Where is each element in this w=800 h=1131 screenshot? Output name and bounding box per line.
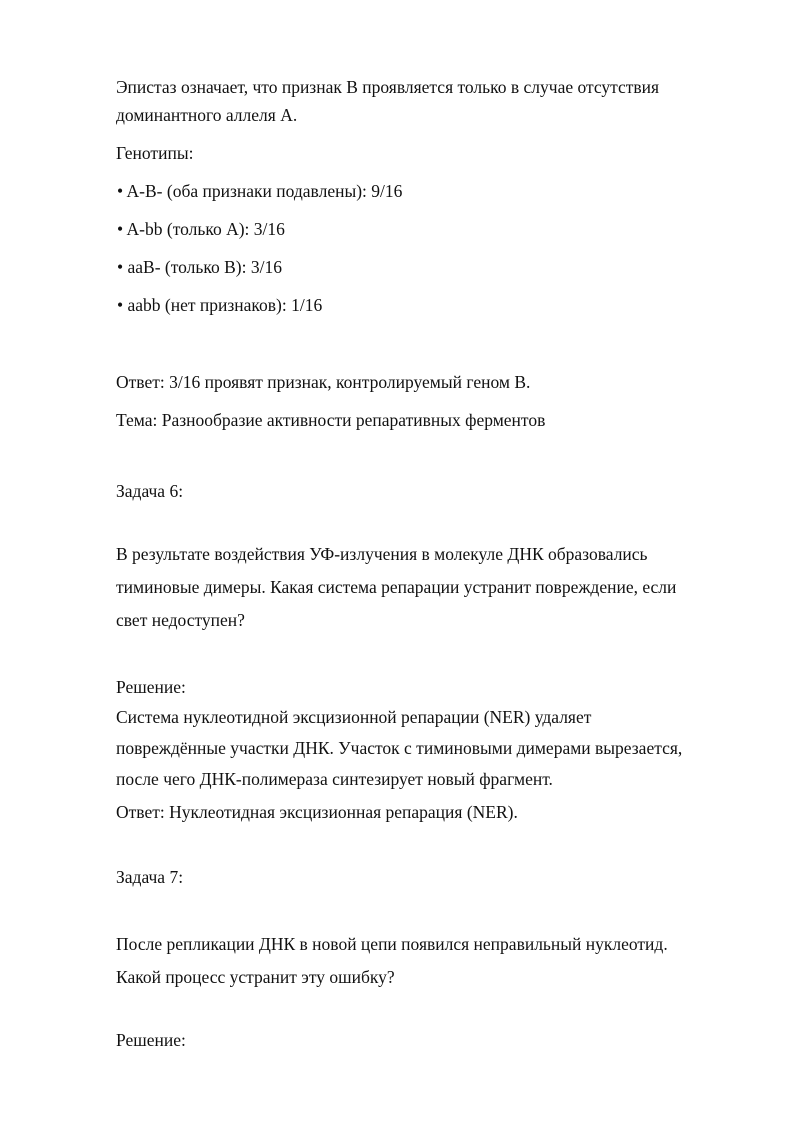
task-7-question-line-2: Какой процесс устранит эту ошибку?	[116, 967, 395, 987]
task-6-solution-heading: Решение:	[116, 677, 186, 697]
genotype-item: • A-bb (только A): 3/16	[117, 219, 285, 239]
task-7-heading: Задача 7:	[116, 867, 184, 887]
task-6-question-line-3: свет недоступен?	[116, 610, 245, 630]
task-6-solution-line-1: Система нуклеотидной эксцизионной репарации (NER) удаляет	[116, 707, 592, 727]
task-6-answer: Ответ: Нуклеотидная эксцизионная репарация (NER).	[116, 802, 518, 822]
task-6-question-line-1: В результате воздействия УФ-излучения в молекуле ДНК образовались	[116, 544, 648, 564]
task-7-question-line-1: После репликации ДНК в новой цепи появился неправильный нуклеотид.	[116, 934, 668, 954]
answer-task-5: Ответ: 3/16 проявят признак, контролируемый геном B.	[116, 372, 531, 392]
genotype-item: • A-B- (оба признаки подавлены): 9/16	[117, 181, 403, 201]
genotype-item: • aabb (нет признаков): 1/16	[117, 295, 323, 315]
genotypes-heading: Генотипы:	[116, 143, 194, 163]
genotype-item: • aaB- (только B): 3/16	[117, 257, 282, 277]
task-6-heading: Задача 6:	[116, 481, 184, 501]
epistasis-intro-line-1: Эпистаз означает, что признак B проявляется только в случае отсутствия	[116, 77, 660, 97]
task-6-question-line-2: тиминовые димеры. Какая система репарации устранит повреждение, если	[116, 577, 677, 597]
topic-title: Тема: Разнообразие активности репаративных ферментов	[116, 410, 546, 430]
task-6-solution-line-3: после чего ДНК-полимераза синтезирует новый фрагмент.	[116, 769, 553, 789]
task-6-solution-line-2: повреждённые участки ДНК. Участок с тиминовыми димерами вырезается,	[116, 738, 683, 758]
epistasis-intro-line-2: доминантного аллеля A.	[116, 105, 298, 125]
task-7-solution-heading: Решение:	[116, 1030, 186, 1050]
